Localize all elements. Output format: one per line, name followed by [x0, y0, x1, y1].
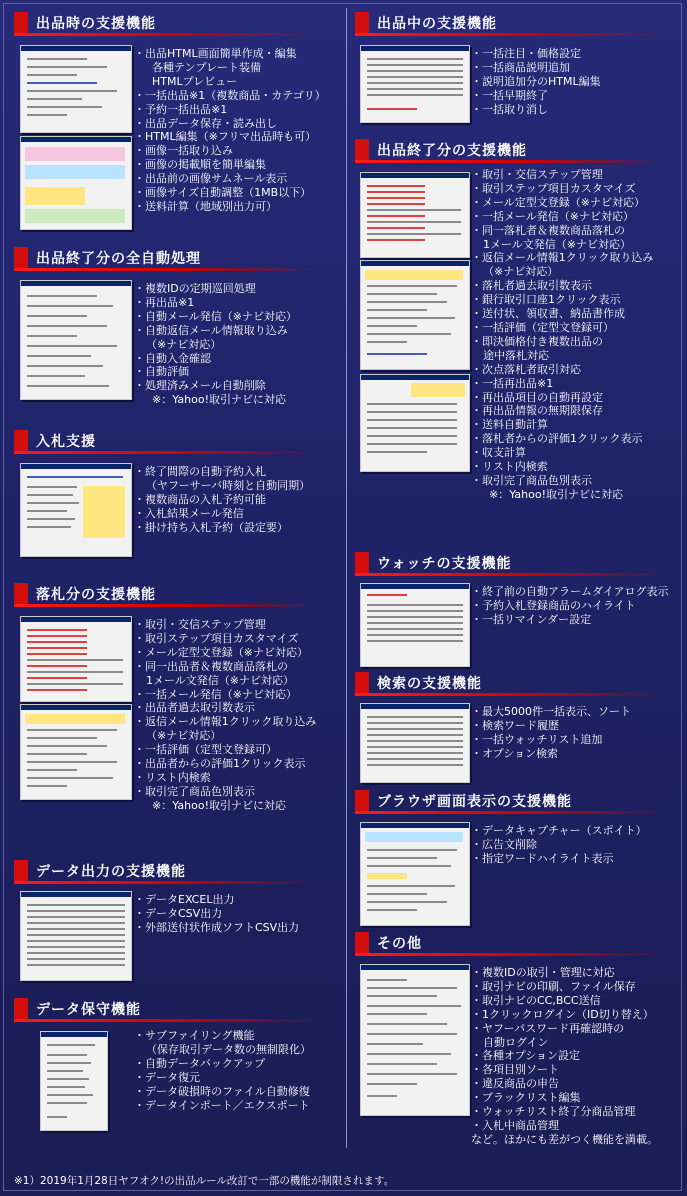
list-item: ・一括出品※1（複数商品・カテゴリ） — [134, 88, 326, 102]
screenshot-thumbnail — [40, 1031, 108, 1131]
list-item: ・一括リマインダー設定 — [471, 612, 592, 626]
list-item: ・自動データバックアップ — [134, 1056, 266, 1070]
list-item: ・同一出品者＆複数商品落札の — [134, 659, 288, 673]
section-title: 検索の支援機能 — [377, 676, 482, 692]
screenshot-thumbnail — [20, 616, 132, 702]
red-square-icon — [14, 430, 28, 452]
screenshot-thumbnail — [360, 374, 470, 472]
section-title: 入札支援 — [36, 434, 96, 450]
section-header — [355, 137, 675, 163]
section-header — [355, 670, 675, 696]
feature-list — [471, 168, 653, 502]
list-item: ・一括ウォッチリスト追加 — [471, 732, 603, 746]
list-item: ・一括取り消し — [471, 102, 548, 116]
list-item: ・自動返信メール情報取り込み — [134, 323, 288, 337]
list-item: ・一括再出品※1 — [471, 376, 554, 390]
list-item: ・終了間際の自動予約入札 — [134, 465, 266, 478]
list-item: ・掛け持ち入札予約（設定要） — [134, 520, 288, 534]
list-item: ・取引ナビのCC,BCC送信 — [471, 993, 601, 1007]
list-item: ・データCSV出力 — [134, 906, 223, 920]
red-square-icon — [14, 12, 28, 34]
list-item: ・データインポート／エクスポート — [134, 1098, 310, 1112]
section-header — [14, 428, 334, 454]
list-item: （※ナビ対応） — [146, 729, 222, 743]
column-divider — [346, 8, 347, 1148]
red-square-icon — [14, 247, 28, 269]
screenshot-thumbnail — [360, 822, 470, 926]
section-title: 落札分の支援機能 — [36, 587, 156, 603]
list-item: ・予約一括出品※1 — [134, 102, 228, 116]
list-item: ・1クリックログイン（ID切り替え） — [471, 1007, 654, 1021]
list-item: ・送付状、領収書、納品書作成 — [471, 307, 625, 321]
list-item: ・画像一括取り込み — [134, 144, 233, 158]
list-item: ・再出品※1 — [134, 295, 195, 309]
screenshot-thumbnail — [360, 172, 470, 258]
list-item: ・一括注目・価格設定 — [471, 47, 581, 60]
section-header — [355, 930, 675, 956]
section-auto-processing — [14, 245, 334, 271]
list-item: ・オプション検索 — [471, 746, 559, 760]
screenshot-thumbnail — [20, 891, 132, 981]
list-item: ・検索ワード履歴 — [471, 718, 559, 732]
list-item: ・複数IDの定期巡回処理 — [134, 282, 256, 295]
list-item: ・ブラックリスト編集 — [471, 1091, 581, 1105]
red-underline — [14, 451, 314, 454]
feature-list — [134, 282, 297, 407]
section-title: 出品終了分の支援機能 — [377, 143, 527, 159]
list-item: ・画像の掲載順を簡単編集 — [134, 158, 266, 172]
list-item: ・処理済みメール自動削除 — [134, 379, 266, 393]
list-item: ※：Yahoo!取引ナビに対応 — [152, 393, 287, 407]
list-item: 自動ログイン — [483, 1035, 549, 1049]
list-item: ・出品者からの評価1クリック表示 — [134, 757, 306, 771]
list-item: ・銀行取引口座1クリック表示 — [471, 293, 621, 307]
list-item: ・収支計算 — [471, 446, 526, 460]
list-item: ・入札結果メール発信 — [134, 506, 244, 520]
section-title: 出品中の支援機能 — [377, 16, 497, 32]
list-item: ・メール定型文登録（※ナビ対応） — [134, 645, 308, 659]
list-item: ・リスト内検索 — [134, 770, 211, 784]
list-item: ・出品HTML画面簡単作成・編集 — [134, 47, 297, 60]
list-item: ・最大5000件一括表示、ソート — [471, 705, 631, 718]
red-underline — [355, 953, 665, 956]
list-item: ・各種オプション設定 — [471, 1049, 581, 1063]
list-item: ・外部送付状作成ソフトCSV出力 — [134, 920, 300, 934]
screenshot-thumbnail — [20, 463, 132, 557]
list-item: ・出品データ保存・読み出し — [134, 116, 277, 130]
red-square-icon — [355, 672, 369, 694]
section-header — [355, 10, 675, 36]
screenshot-thumbnail — [360, 260, 470, 370]
section-title: 出品時の支援機能 — [36, 16, 156, 32]
section-search-support — [355, 670, 675, 696]
section-other — [355, 930, 675, 956]
list-item: ・説明追加分のHTML編集 — [471, 74, 601, 88]
red-square-icon — [14, 860, 28, 882]
feature-list — [471, 585, 668, 627]
list-item: ・送料自動計算 — [471, 418, 548, 432]
section-header — [355, 550, 675, 576]
red-square-icon — [355, 790, 369, 812]
section-header — [14, 858, 334, 884]
red-underline — [355, 160, 665, 163]
red-square-icon — [355, 139, 369, 161]
section-header — [355, 788, 675, 814]
list-item: ・HTML編集（※フリマ出品時も可） — [134, 130, 317, 144]
screenshot-thumbnail — [20, 136, 132, 230]
list-item: ・一括早期終了 — [471, 88, 548, 102]
list-item: ※：Yahoo!取引ナビに対応 — [489, 487, 624, 501]
list-item: ・データ復元 — [134, 1070, 200, 1084]
section-header — [14, 10, 334, 36]
section-header — [14, 996, 334, 1022]
list-item: ・入札中商品管理 — [471, 1118, 559, 1132]
list-item: ・取引完了商品色別表示 — [471, 473, 592, 487]
feature-list — [134, 893, 299, 935]
red-underline — [14, 881, 314, 884]
feature-list — [134, 618, 316, 813]
list-item: ・取引完了商品色別表示 — [134, 784, 255, 798]
section-header — [14, 245, 334, 271]
list-item: 途中落札対応 — [483, 348, 549, 362]
list-item: ・取引ステップ項目カスタマイズ — [134, 631, 299, 645]
section-browser-display-support — [355, 788, 675, 814]
list-item: ・落札者過去取引数表示 — [471, 279, 592, 293]
list-item: ・一括メール発信（※ナビ対応） — [471, 209, 634, 223]
list-item: ・取引・交信ステップ管理 — [134, 618, 266, 631]
section-listing-support — [14, 10, 334, 36]
section-header — [14, 581, 334, 607]
list-item: ・即決価格付き複数出品の — [471, 334, 603, 348]
section-title: その他 — [377, 936, 422, 952]
section-title: データ出力の支援機能 — [36, 864, 186, 880]
list-item: ・次点落札者取引対応 — [471, 362, 581, 376]
list-item: ・返信メール情報1クリック取り込み — [471, 251, 654, 265]
screenshot-thumbnail — [360, 703, 470, 783]
list-item: ・出品者過去取引数表示 — [134, 701, 255, 715]
screenshot-thumbnail — [20, 280, 132, 400]
list-item: （保存取引データ数の無制限化） — [146, 1042, 311, 1056]
red-square-icon — [355, 932, 369, 954]
red-underline — [355, 33, 665, 36]
list-item: ・各項目別ソート — [471, 1063, 559, 1077]
list-item: ・画像サイズ自動調整（1MB以下） — [134, 186, 312, 200]
list-item: ・送料計算（地域別出力可） — [134, 199, 277, 213]
list-item: HTMLプレビュー — [152, 74, 238, 88]
list-item: ・データEXCEL出力 — [134, 893, 235, 906]
red-underline — [355, 693, 665, 696]
list-item: など。ほかにも差がつく機能を満載。 — [471, 1132, 658, 1146]
list-item: ・自動入金確認 — [134, 351, 211, 365]
list-item: ・自動評価 — [134, 365, 189, 379]
list-item: ・取引ステップ項目カスタマイズ — [471, 181, 636, 195]
list-item: ・一括評価（定型文登録可） — [134, 743, 277, 757]
list-item: ・予約入札登録商品のハイライト — [471, 598, 636, 612]
list-item: 各種テンプレート装備 — [152, 60, 262, 74]
list-item: ・再出品情報の無期限保存 — [471, 404, 603, 418]
list-item: ・メール定型文登録（※ナビ対応） — [471, 195, 645, 209]
feature-list — [134, 465, 310, 535]
section-watch-support — [355, 550, 675, 576]
red-underline — [14, 604, 314, 607]
list-item: ※：Yahoo!取引ナビに対応 — [152, 798, 287, 812]
list-item: ・一括メール発信（※ナビ対応） — [134, 687, 297, 701]
list-item: ・取引・交信ステップ管理 — [471, 168, 603, 181]
list-item: ・ウォッチリスト終了分商品管理 — [471, 1105, 636, 1119]
list-item: ・サブファイリング機能 — [134, 1029, 255, 1042]
red-underline — [355, 811, 665, 814]
list-item: （ヤフーサーバ時刻と自動同期） — [146, 478, 311, 492]
feature-list — [134, 1029, 311, 1112]
list-item: 1メール文発信（※ナビ対応） — [146, 673, 294, 687]
red-underline — [14, 33, 314, 36]
red-underline — [355, 573, 665, 576]
feature-list — [471, 47, 601, 117]
list-item: ・一括評価（定型文登録可） — [471, 320, 614, 334]
feature-list — [134, 47, 326, 214]
list-item: ・出品前の画像サムネール表示 — [134, 172, 288, 186]
section-data-output — [14, 858, 334, 884]
screenshot-thumbnail — [20, 704, 132, 800]
section-active-listing-support — [355, 10, 675, 36]
list-item: ・データ破損時のファイル自動修復 — [134, 1084, 310, 1098]
red-underline — [14, 268, 314, 271]
list-item: ・違反商品の申告 — [471, 1077, 559, 1091]
list-item: 1メール文発信（※ナビ対応） — [483, 237, 631, 251]
list-item: ・取引ナビの印刷、ファイル保存 — [471, 979, 636, 993]
list-item: ・広告文削除 — [471, 837, 537, 851]
red-square-icon — [14, 583, 28, 605]
red-square-icon — [355, 12, 369, 34]
screenshot-thumbnail — [360, 583, 470, 667]
list-item: ・返信メール情報1クリック取り込み — [134, 715, 317, 729]
list-item: ・ヤフーパスワード再確認時の — [471, 1021, 625, 1035]
list-item: （※ナビ対応） — [146, 337, 222, 351]
feature-list — [471, 824, 647, 866]
list-item: ・複数商品の入札予約可能 — [134, 492, 266, 506]
screenshot-thumbnail — [20, 45, 132, 133]
red-underline — [14, 1019, 314, 1022]
section-ended-listing-support — [355, 137, 675, 163]
section-won-items-support — [14, 581, 334, 607]
feature-list — [471, 966, 658, 1147]
section-title: 出品終了分の全自動処理 — [36, 251, 201, 267]
screenshot-thumbnail — [360, 45, 470, 123]
list-item: ・同一落札者＆複数商品落札の — [471, 223, 625, 237]
section-title: ウォッチの支援機能 — [377, 556, 512, 572]
section-bid-support — [14, 428, 334, 454]
list-item: ・再出品項目の自動再設定 — [471, 390, 603, 404]
red-square-icon — [355, 552, 369, 574]
list-item: （※ナビ対応） — [483, 265, 559, 279]
list-item: ・一括商品説明追加 — [471, 60, 570, 74]
feature-list — [471, 705, 631, 761]
list-item: ・複数IDの取引・管理に対応 — [471, 966, 615, 979]
section-data-maintenance — [14, 996, 334, 1022]
section-title: データ保守機能 — [36, 1002, 141, 1018]
list-item: ・自動メール発信（※ナビ対応） — [134, 309, 297, 323]
screenshot-thumbnail — [360, 964, 470, 1116]
list-item: ・データキャプチャー（スポイト） — [471, 824, 647, 837]
footnote: ※1）2019年1月28日ヤフオク!の出品ルール改訂で一部の機能が制限されます。 — [14, 1175, 395, 1187]
list-item: ・指定ワードハイライト表示 — [471, 851, 614, 865]
list-item: ・リスト内検索 — [471, 460, 548, 474]
list-item: ・落札者からの評価1クリック表示 — [471, 432, 643, 446]
section-title: ブラウザ画面表示の支援機能 — [377, 794, 572, 810]
red-square-icon — [14, 998, 28, 1020]
list-item: ・終了前の自動アラームダイアログ表示 — [471, 585, 669, 598]
